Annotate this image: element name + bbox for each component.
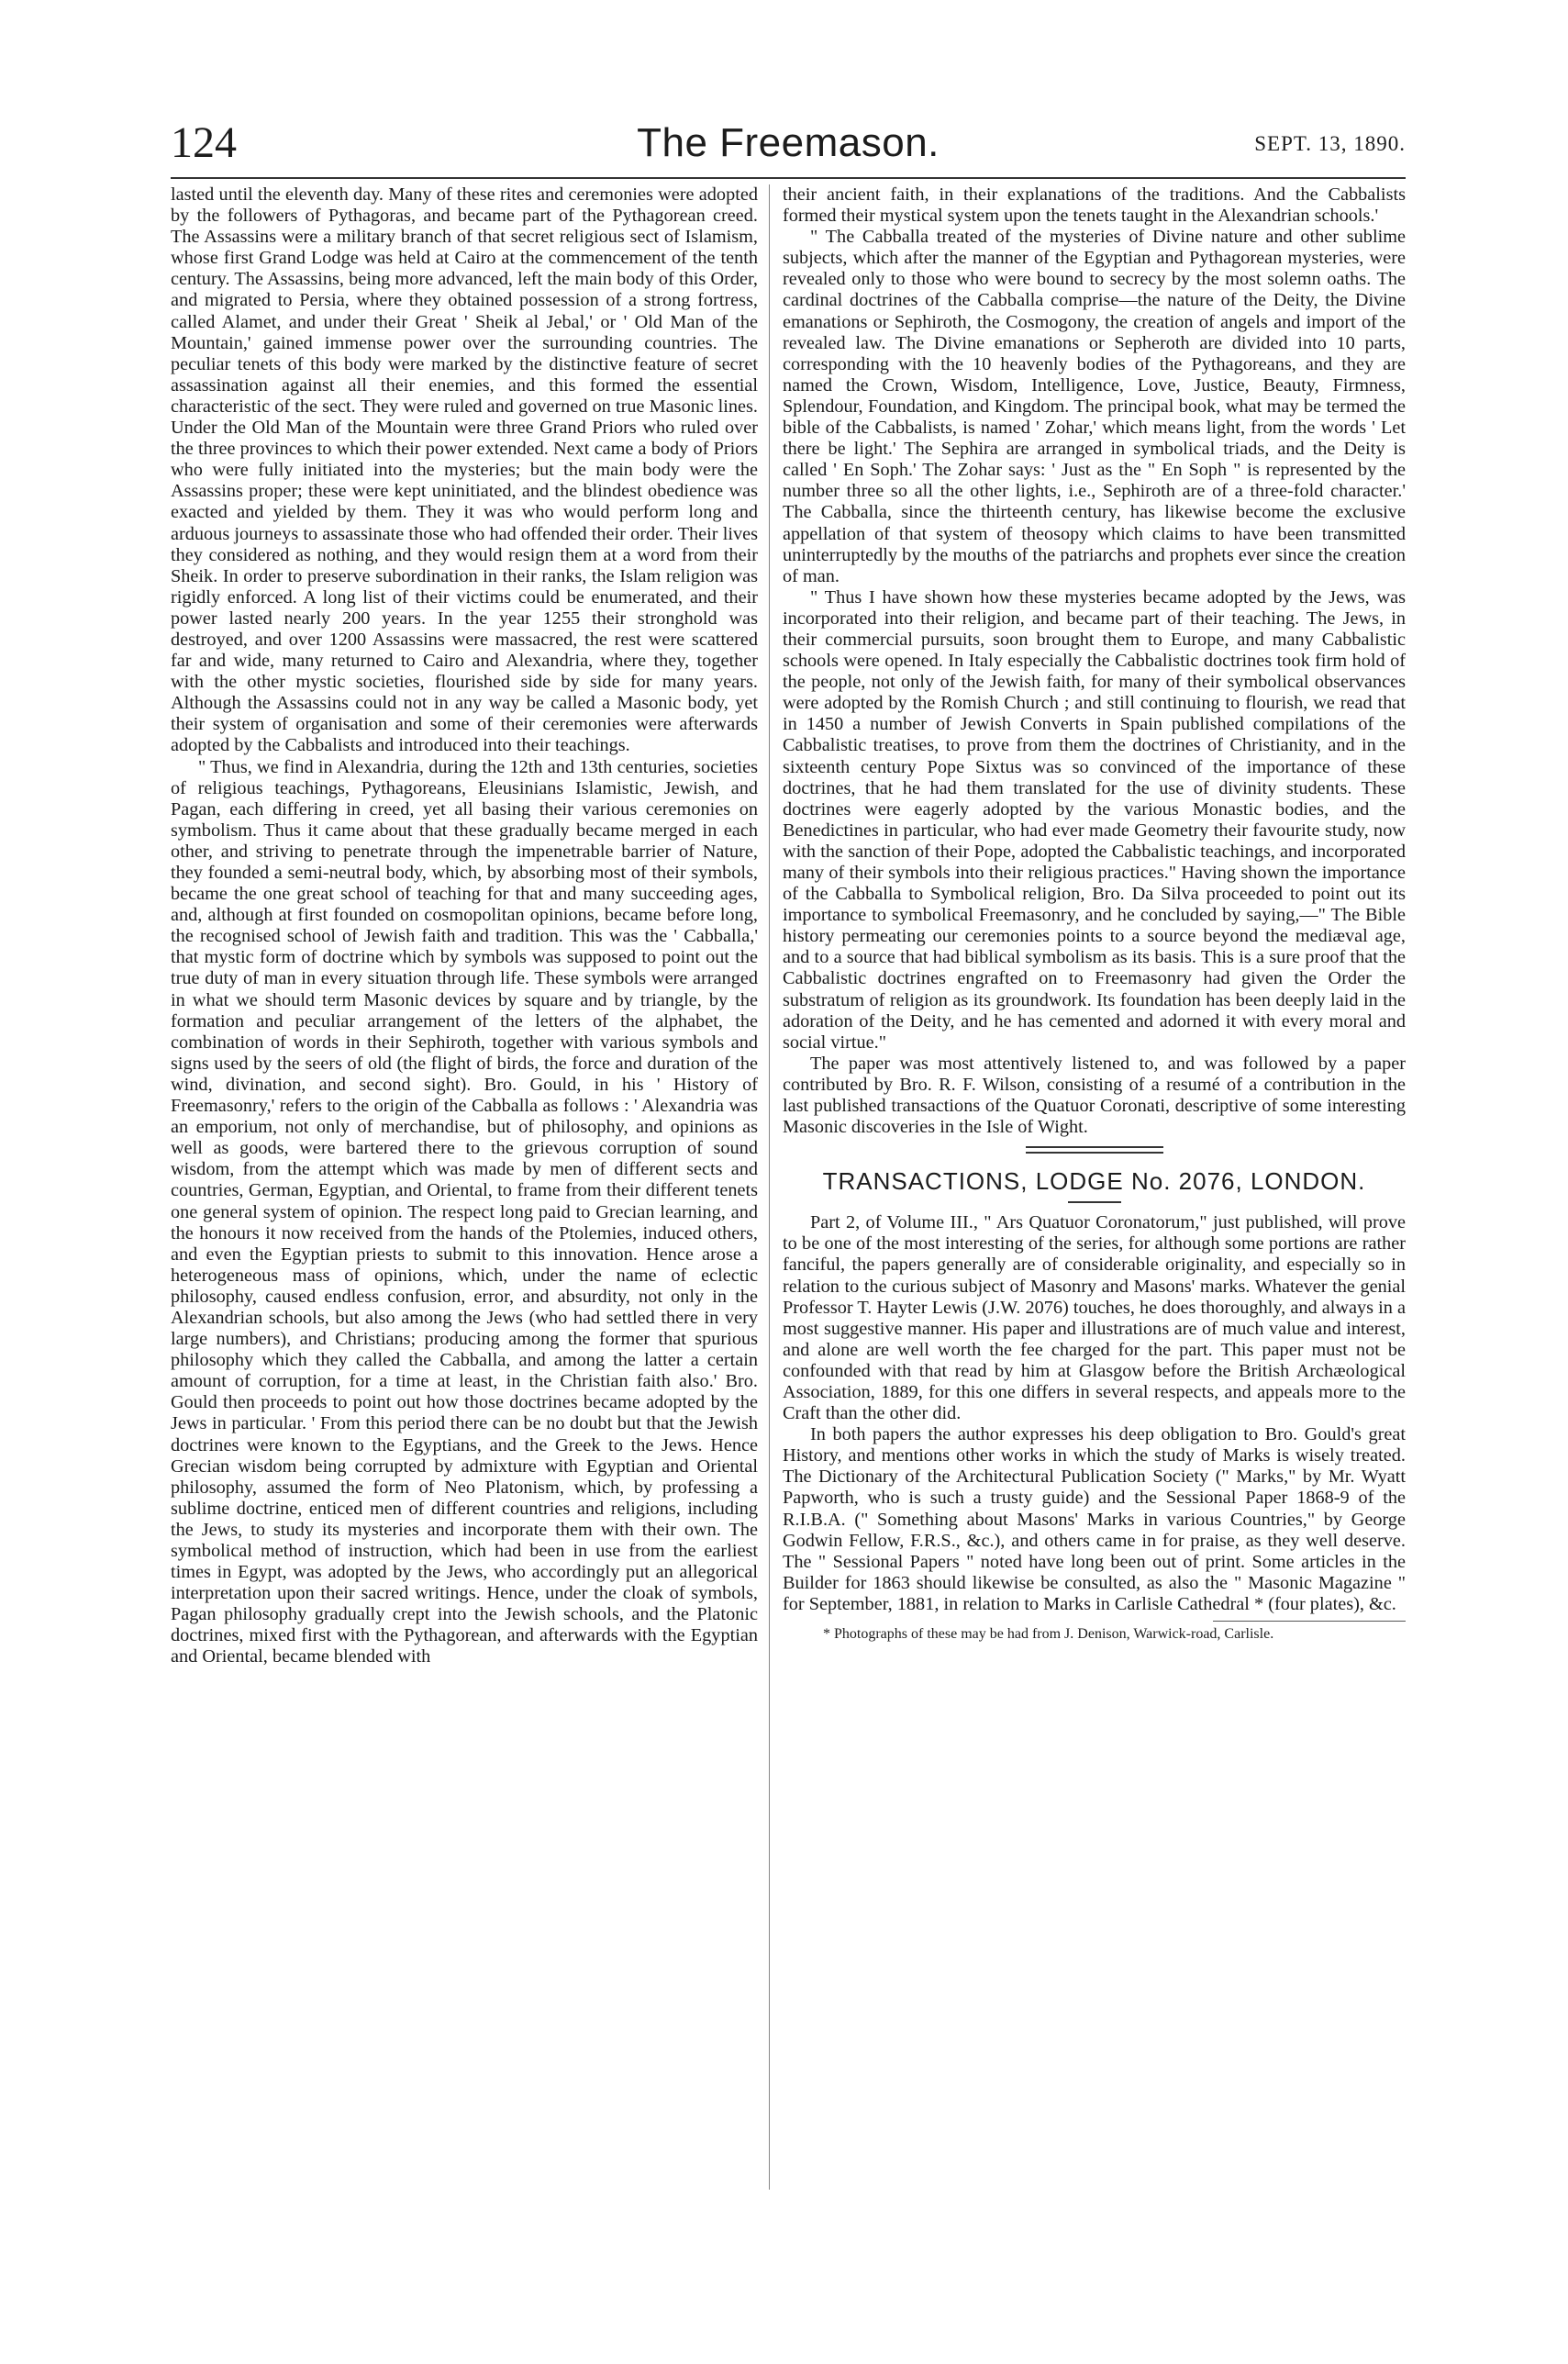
article-paragraph: " The Cabballa treated of the mysteries of Divine nature and other sublime subjects, which after the manner of the Egyptian and Pythagorean mysteries, were revealed only to those who were bound to secrecy by the most solemn oaths. The cardinal doctrines of the Cabballa comprise—the nature of the Deity, the Divine emanations or Sephiroth, the Cosmogony, the creation of angels and import of the revealed law. The Divine emanations or Sepheroth are divided into 10 parts, corresponding with the 10 heavenly bodies of the Pythagoreans, and they are named the Crown, Wisdom, Intelligence, Love, Justice, Beauty, Firmness, Splendour, Foundation, and Kingdom. The principal book, what may be termed the bible of the Cabbalists, is named ' Zohar,' which means light, from the words ' Let there be light.' The Sephira are arranged in symbolical triads, and the Deity is called ' En Soph.' The Zohar says: ' Just as the " En Soph " is represented by the number three so all the other lights, i.e., Sephiroth are of a three-fold character.' The Cabballa, since the thirteenth century, has likewise become the exclusive appellation of that system of theosopy which claims to have been transmitted uninterruptedly by the mouths of the patriarchs and prophets ever since the creation of man. bbox=[783, 227, 1406, 586]
article-paragraph: " Thus I have shown how these mysteries became adopted by the Jews, was incorporated into their religion, and became part of their teaching. The Jews, in their commercial pursuits, soon brought them to Europe, and many Cabbalistic schools were opened. In Italy especially the Cabbalistic doctrines took firm hold of the people, not only of the Jewish faith, for many of their symbolical observances were adopted by the Romish Church ; and still continuing to flourish, we read that in 1450 a number of Jewish Converts in Spain published compilations of the Cabbalistic treatises, to prove from them the doctrines of Christianity, and in the sixteenth century Pope Sixtus was so convinced of the importance of these doctrines, that he had them translated for the use of divinity students. These doctrines were eagerly adopted by the various Monastic bodies, and the Benedictines in particular, who had ever made Geometry their favourite study, now with the sanction of their Pope, adopted the Cabbalistic teachings, and incorporated many of their symbols into their religious practices." Having shown the importance of the Cabballa to Symbolical religion, Bro. Da Silva proceeded to point out its importance to symbolical Freemasonry, and he concluded by saying,—" The Bible history permeating our ceremonies points to a source beyond the mediæval age, and to a source that had biblical symbolism as its basis. This is a sure proof that the Cabbalistic doctrines engrafted on to Freemasonry had given the Order the substratum of religion as its groundwork. Its foundation has been deeply laid in the adoration of the Deity, and he has cemented and adorned it with every moral and social virtue." bbox=[783, 586, 1406, 1053]
right-column bbox=[783, 184, 1406, 1644]
section-separator bbox=[1026, 1152, 1163, 1154]
newspaper-title: The Freemason. bbox=[637, 120, 940, 165]
article-paragraph: The paper was most attentively listened to, and was followed by a paper contributed by Bro. R. F. Wilson, consisting of a resumé of a contribution in the last published transactions of the Quatuor Coronati, descriptive of some interesting Masonic discoveries in the Isle of Wight. bbox=[783, 1053, 1406, 1138]
page-number: 124 bbox=[171, 118, 237, 167]
footnote-rule bbox=[1213, 1621, 1406, 1622]
left-column bbox=[171, 184, 758, 1668]
section-separator bbox=[1026, 1146, 1163, 1148]
heading-rule bbox=[1068, 1201, 1121, 1203]
article-paragraph: lasted until the eleventh day. Many of these rites and ceremonies were adopted by the followers of Pythagoras, and became part of the Pythagorean creed. The Assassins were a military branch of that secret religious sect of Islamism, whose first Grand Lodge was held at Cairo at the commencement of the tenth century. The Assassins, being more advanced, left the main body of this Order, and migrated to Persia, where they obtained possession of a strong fortress, called Alamet, and under their Great ' Sheik al Jebal,' or ' Old Man of the Mountain,' gained immense power over the surrounding countries. The peculiar tenets of this body were marked by the distinctive feature of secret assassination against all their enemies, and this formed the essential characteristic of the sect. They were ruled and governed on true Masonic lines. Under the Old Man of the Mountain were three Grand Priors who ruled over the three provinces to which their power extended. Next came a body of Priors who were fully initiated into the mysteries; but the main body were the Assassins proper; these were kept uninitiated, and the blindest obedience was exacted and yielded by them. They it was who would perform long and arduous journeys to assassinate those who had offended their order. Their lives they considered as nothing, and they would resign them at a word from their Sheik. In order to preserve subordination in their ranks, the Islam religion was rigidly enforced. A long list of their victims could be enumerated, and their power lasted nearly 200 years. In the year 1255 their stronghold was destroyed, and over 1200 Assassins were massacred, the rest were scattered far and wide, many returned to Cairo and Alexandria, where they, together with the other mystic societies, flourished side by side for many years. Although the Assassins could not in any way be called a Masonic body, yet their system of organisation and some of their ceremonies were afterwards adopted by the Cabbalists and introduced into their teachings. bbox=[171, 184, 758, 756]
article-paragraph: their ancient faith, in their explanations of the traditions. And the Cabbalists formed their mystical system upon the tenets taught in the Alexandrian schools.' bbox=[783, 184, 1406, 227]
section-paragraph: Part 2, of Volume III., " Ars Quatuor Coronatorum," just published, will prove to be one of the most interesting of the series, for although some portions are rather fanciful, the papers generally are of considerable originality, and especially so in relation to the curious subject of Masonry and Masons' marks. Whatever the genial Professor T. Hayter Lewis (J.W. 2076) touches, he does thoroughly, and always in a most suggestive manner. His paper and illustrations are of much value and interest, and alone are well worth the fee charged for the part. This paper must not be confounded with that read by him at Glasgow before the British Archæological Association, 1889, for this one differs in several respects, and appeals more to the Craft than the other did. bbox=[783, 1212, 1406, 1424]
column-divider bbox=[769, 184, 770, 2190]
header-rule bbox=[171, 177, 1406, 179]
section-paragraph: In both papers the author expresses his deep obligation to Bro. Gould's great History, and mentions other works in which the study of Marks is wisely treated. The Dictionary of the Architectural Publication Society (" Marks," by Mr. Wyatt Papworth, who is such a trusty guide) and the Sessional Paper 1868-9 of the R.I.B.A. (" Something about Masons' Marks in various Countries," by George Godwin Fellow, F.R.S., &c.), and others came in for praise, as they well deserve. The " Sessional Papers " noted have long been out of print. Some articles in the Builder for 1863 should likewise be consulted, as also the " Masonic Magazine " for September, 1881, in relation to Marks in Carlisle Cathedral * (four plates), &c. bbox=[783, 1424, 1406, 1614]
masthead bbox=[171, 117, 1406, 182]
section-heading: TRANSACTIONS, LODGE No. 2076, LONDON. bbox=[822, 1167, 1366, 1196]
article-paragraph: " Thus, we find in Alexandria, during the 12th and 13th centuries, societies of religious teachings, Pythagoreans, Eleusinians Islamistic, Jewish, and Pagan, each differing in creed, yet all basing their various ceremonies on symbolism. Thus it came about that these gradually became merged in each other, and striving to penetrate through the impenetrable barrier of Nature, they founded a semi-neutral body, which, by absorbing most of their symbols, became the one great school of teaching for that and many succeeding ages, and, although at first founded on cosmopolitan opinions, became before long, the recognised school of Jewish faith and tradition. This was the ' Cabballa,' that mystic form of doctrine which by symbols was supposed to point out the true duty of man in every situation through life. These symbols were arranged in what we should term Masonic devices by square and by triangle, by the formation and peculiar arrangement of the letters of the alphabet, the combination of words in their Sephiroth, together with various symbols and signs used by the seers of old (the flight of birds, the force and duration of the wind, divination, and second sight). Bro. Gould, in his ' History of Freemasonry,' refers to the origin of the Cabballa as follows : ' Alexandria was an emporium, not only of merchandise, but of philosophy, and opinions as well as goods, were bartered there to the grievous corruption of sound wisdom, from the attempt which was made by men of different sects and countries, German, Egyptian, and Oriental, to frame from their different tenets one general system of opinion. The respect long paid to Grecian learning, and the honours it now received from the hands of the Ptolemies, induced others, and even the Egyptian priests to submit to this innovation. Hence arose a heterogeneous mass of opinions, which, under the name of eclectic philosophy, caused endless confusion, error, and absurdity, not only in the Alexandrian schools, but also among the Jews (who had settled there in very large numbers), and Christians; producing among the former that spurious philosophy which they called the Cabballa, and among the latter a certain amount of corruption, for a time at least, in the Christian faith also.' Bro. Gould then proceeds to point out how those doctrines became adopted by the Jews in particular. ' From this period there can be no doubt but that the Jewish doctrines were known to the Egyptians, and the Greek to the Jews. Hence Grecian wisdom being corrupted by admixture with Egyptian and Oriental philosophy, assumed the form of Neo Platonism, which, by professing a sublime doctrine, enticed men of different countries and religions, including the Jews, to study its mysteries and incorporate them with their own. The symbolical method of instruction, which had been in use from the earliest times in Egypt, was adopted by the Jews, who accordingly put an allegorical interpretation upon their sacred writings. Hence, under the cloak of symbols, Pagan philosophy gradually crept into the Jewish schools, and the Platonic doctrines, mixed first with the Pythagorean, and afterwards with the Egyptian and Oriental, became blended with bbox=[171, 756, 758, 1667]
issue-date: SEPT. 13, 1890. bbox=[1254, 132, 1406, 155]
footnote: * Photographs of these may be had from J. Denison, Warwick-road, Carlisle. bbox=[823, 1626, 1274, 1642]
